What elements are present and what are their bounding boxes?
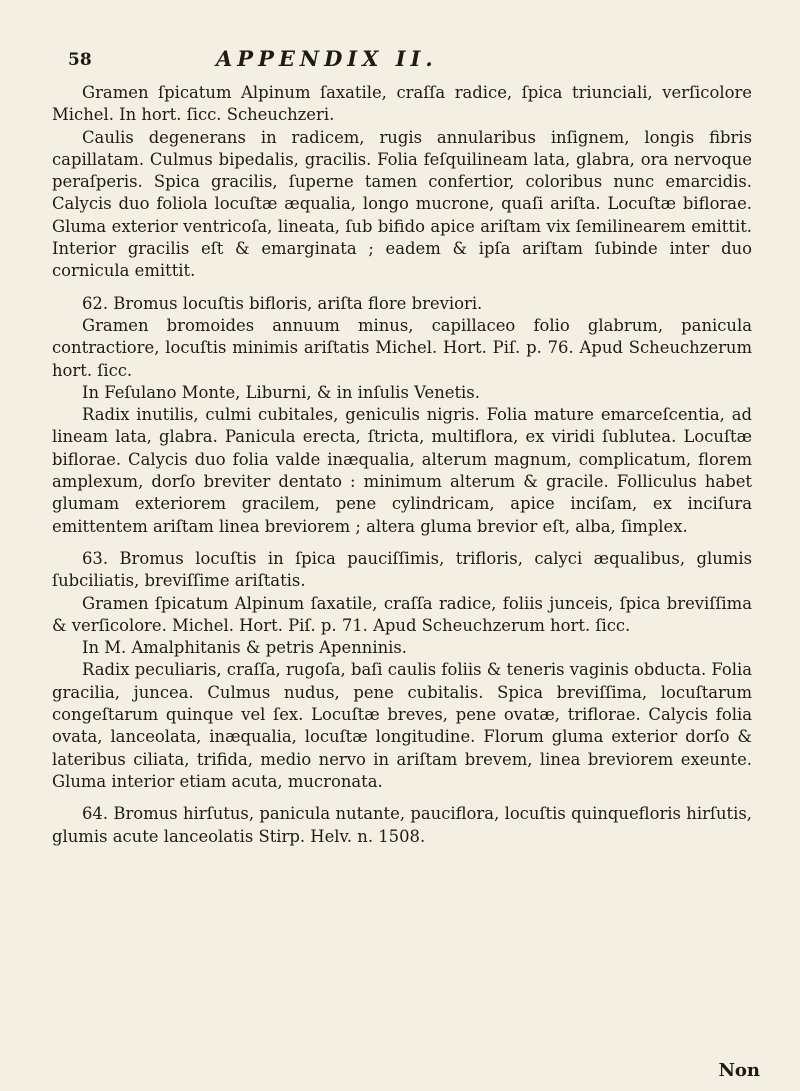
species-heading-63: 63. Bromus locuſtis in ſpica pauciſſimis, trifloris, calyci æqualibus, glumis ſubciliatis, breviſſime ariſtatis. — [52, 548, 752, 591]
synonym-paragraph: Gramen ſpicatum Alpinum ſaxatile, craſſa radice, foliis junceis, ſpica breviſſima & verſicolore. Michel. Hort. Piſ. p. 71. Apud Scheuchzerum hort. ſicc. — [52, 593, 752, 635]
description-paragraph: Radix peculiaris, craſſa, rugoſa, baſi caulis foliis & teneris vaginis obducta. Folia gracilia, juncea. Culmus nudus, pene cubitalis. Spica breviſſima, locuſtarum congeſtarum quinque vel ſex. Locuſtæ breves, pene ovatæ, triflorae. Calycis folia ovata, lanceolata, inæqualia, locuſtæ longitudine. Florum gluma exterior dorſo & lateribus ciliata, trifida, medio nervo in ariſtam brevem, linea breviorem exeunte. Gluma interior etiam acuta, mucronata. — [52, 660, 752, 791]
catchword: Non — [718, 1060, 760, 1081]
running-title: APPENDIX II. — [216, 46, 438, 71]
synonym-paragraph: Gramen ſpicatum Alpinum ſaxatile, craſſa radice, ſpica triunciali, verſicolore Michel. In hort. ſicc. Scheuchzeri. — [52, 83, 752, 125]
species-heading-64: 64. Bromus hirſutus, panicula nutante, pauciflora, locuſtis quinquefloris hirſutis, glumis acute lanceolatis Stirp. Helv. n. 1508. — [52, 804, 752, 846]
locality-paragraph: In Feſulano Monte, Liburni, & in inſulis Venetis. — [82, 382, 480, 402]
description-paragraph: Caulis degenerans in radicem, rugis annularibus inſignem, longis fibris capillatam. Culmus bipedalis, gracilis. Folia feſquilineam lata, glabra, ora nervoque peraſperis. Spica gracilis, ſuperne tamen confertior, coloribus nunc emarcidis. Calycis duo foliola locuſtæ æqualia, longo mucrone, quaſi ariſta. Locuſtæ biflorae. Gluma exterior ventricoſa, lineata, ſub bifido apice ariſtam vix ſemilinearem emittit. Interior gracilis eſt & emarginata ; eadem & ipſa ariſtam ſubinde inter duo cornicula emittit. — [52, 127, 752, 281]
synonym-paragraph: Gramen bromoides annuum minus, capillaceo folio glabrum, panicula contractiore, locuſtis minimis ariſtatis Michel. Hort. Piſ. p. 76. Apud Scheuchzerum hort. ſicc. — [52, 315, 752, 380]
description-paragraph: Radix inutilis, culmi cubitales, geniculis nigris. Folia mature emarceſcentia, ad lineam lata, glabra. Panicula erecta, ſtricta, multiflora, ex viridi ſublutea. Locuſtæ biflorae. Calycis duo folia valde inæqualia, alterum magnum, complicatum, florem amplexum, dorſo breviter dentato : minimum alterum & gracile. Folliculus habet glumam exteriorem gracilem, pene cylindricam, apice inciſam, ex inciſura emittentem ariſtam linea breviorem ; altera gluma brevior eſt, alba, ſimplex. — [52, 405, 752, 536]
page-header — [68, 46, 768, 76]
species-heading-62: 62. Bromus locuſtis bifloris, ariſta flore breviori. — [82, 293, 483, 313]
page-body — [52, 82, 752, 848]
page-number: 58 — [68, 50, 92, 70]
locality-paragraph: In M. Amalphitanis & petris Apenninis. — [82, 638, 407, 658]
